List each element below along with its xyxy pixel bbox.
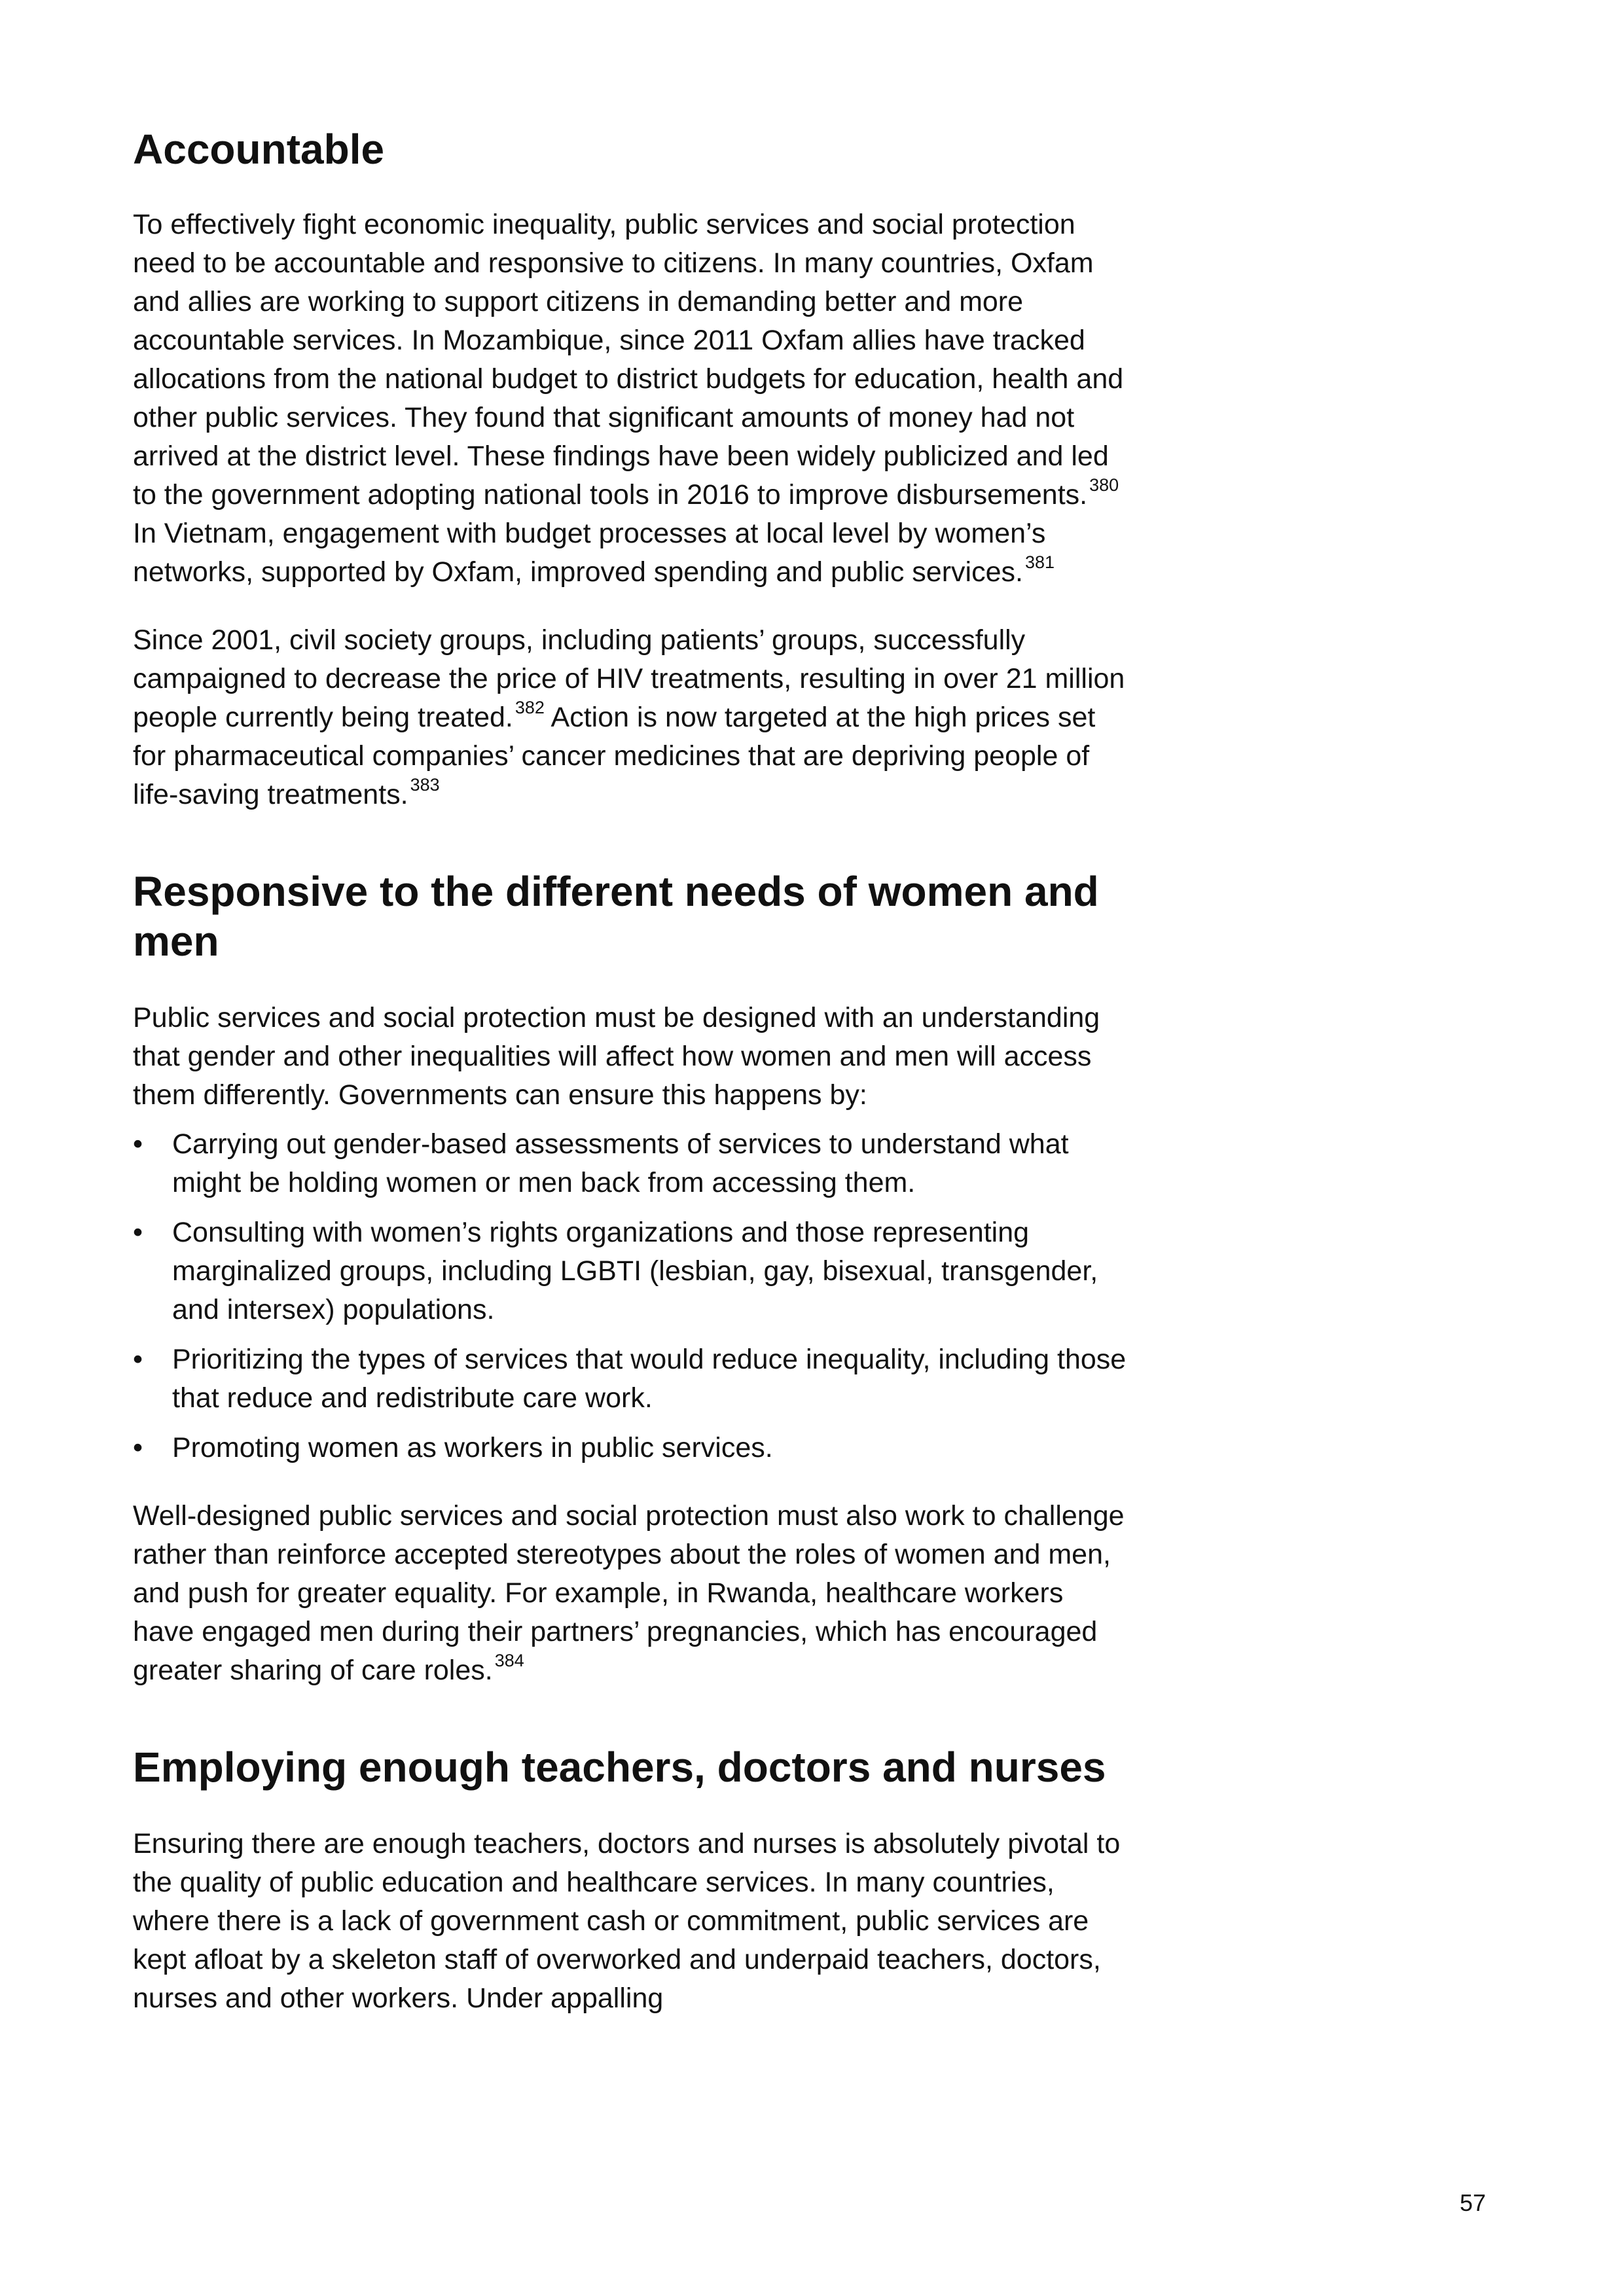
bullet-icon: • bbox=[133, 1344, 143, 1375]
paragraph-text: Well-designed public services and social protection must also work to challenge rather than reinforce accepted stereotypes about the roles of women and men, and push for greater equality. For example, in Rwanda, healthcare workers have engaged men during their partners’ pregnancies, which has encouraged greater sharing of care roles. bbox=[133, 1500, 1125, 1686]
paragraph-employing-1: Ensuring there are enough teachers, doctors and nurses is absolutely pivotal to the quality of public education and healthcare services. In many countries, where there is a lack of government cash or commitment, public services are kept afloat by a skeleton staff of overworked and underpaid teachers, doctors, nurses and other workers. Under appalling bbox=[133, 1828, 1121, 2014]
list-item bbox=[133, 1213, 1128, 1329]
heading-accountable: Accountable bbox=[133, 126, 385, 173]
bullet-icon: • bbox=[133, 1432, 143, 1463]
bullet-list bbox=[133, 1125, 1128, 1467]
page-content bbox=[133, 124, 1128, 2018]
paragraph-responsive-intro: Public services and social protection must be designed with an understanding that gender and other inequalities will affect how women and men will access them differently. Governments can ensure this happens by: bbox=[133, 1002, 1100, 1111]
heading-responsive: Responsive to the different needs of women and men bbox=[133, 868, 1099, 965]
footnote-ref-381: 381 bbox=[1024, 552, 1055, 572]
heading-employing: Employing enough teachers, doctors and nurses bbox=[133, 1744, 1106, 1791]
paragraph-text: Since 2001, civil society groups, including patients’ groups, successfully campaigned to decrease the price of HIV treatments, resulting in over 21 million people currently being treated. bbox=[133, 624, 1125, 733]
list-item-text: Promoting women as workers in public services. bbox=[172, 1432, 773, 1463]
page-number: 57 bbox=[1460, 2189, 1487, 2216]
paragraph-responsive-2 bbox=[133, 1497, 1128, 1690]
paragraph-text: Action is now targeted at the high prices set for pharmaceutical companies’ cancer medicines that are depriving people of life-saving treatments. bbox=[133, 702, 1096, 810]
paragraph-text: To effectively fight economic inequality, public services and social protection need to be accountable and responsive to citizens. In many countries, Oxfam and allies are working to support citizens in demanding better and more accountable services. In Mozambique, since 2011 Oxfam allies have tracked allocations from the national budget to district budgets for education, health and other public services. They found that significant amounts of money had not arrived at the district level. These findings have been widely publicized and led to the government adopting national tools in 2016 to improve disbursements. bbox=[133, 209, 1124, 511]
list-item-text: Consulting with women’s rights organizations and those representing marginalized groups, including LGBTI (lesbian, gay, bisexual, transgender, and intersex) populations. bbox=[172, 1217, 1098, 1325]
bullet-icon: • bbox=[133, 1217, 143, 1248]
paragraph-accountable-2 bbox=[133, 621, 1128, 814]
paragraph-text: In Vietnam, engagement with budget processes at local level by women’s networks, supported by Oxfam, improved spending and public services. bbox=[133, 518, 1046, 588]
footnote-ref-382: 382 bbox=[514, 698, 545, 717]
footnote-ref-383: 383 bbox=[410, 775, 440, 795]
list-item bbox=[133, 1125, 1128, 1202]
list-item-text: Carrying out gender-based assessments of services to understand what might be holding women or men back from accessing them. bbox=[172, 1128, 1069, 1198]
list-item bbox=[133, 1340, 1128, 1418]
list-item-text: Prioritizing the types of services that would reduce inequality, including those that reduce and redistribute care work. bbox=[172, 1344, 1127, 1414]
bullet-icon: • bbox=[133, 1128, 143, 1160]
footnote-ref-380: 380 bbox=[1089, 475, 1119, 495]
paragraph-accountable-1 bbox=[133, 206, 1128, 592]
list-item bbox=[133, 1429, 1128, 1467]
footnote-ref-384: 384 bbox=[494, 1651, 524, 1670]
